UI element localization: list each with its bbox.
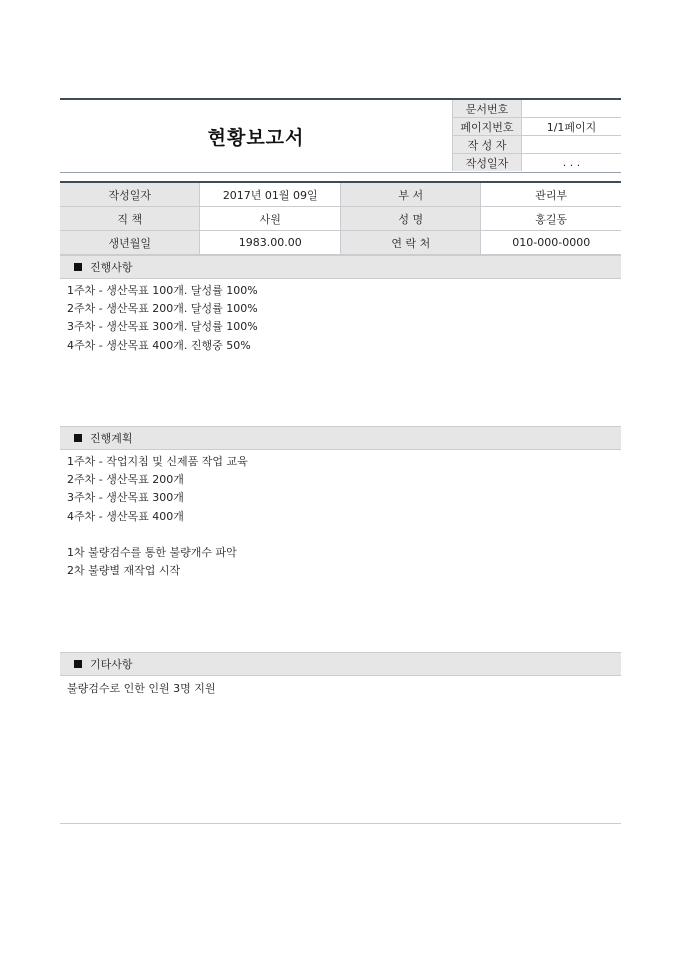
body-line — [67, 526, 248, 544]
body-line: 4주차 - 생산목표 400개. 진행중 50% — [67, 338, 251, 352]
meta-label: 작성일자 — [453, 154, 522, 172]
info-label: 작성일자 — [60, 182, 200, 207]
document-meta-table — [452, 100, 621, 171]
body-line: 1차 불량검수를 통한 불량개수 파악 — [67, 545, 237, 559]
info-label: 연 락 처 — [341, 231, 481, 255]
info-value: 1983.00.00 — [200, 231, 341, 255]
body-line: 2차 불량별 재작업 시작 — [67, 564, 181, 578]
body-line: 1주차 - 생산목표 100개. 달성률 100% — [67, 284, 258, 297]
section-body-misc — [67, 680, 216, 698]
meta-label: 페이지번호 — [453, 118, 522, 136]
info-label: 생년월일 — [60, 231, 200, 255]
section-title: 진행사항 — [90, 261, 133, 274]
section-header-misc — [60, 652, 621, 676]
section-title: 진행계획 — [90, 432, 133, 445]
info-table — [60, 181, 621, 255]
meta-row-page-number — [453, 118, 622, 136]
square-bullet-icon — [74, 263, 82, 271]
square-bullet-icon — [74, 660, 82, 668]
meta-row-date — [453, 154, 622, 172]
info-row — [60, 207, 621, 231]
body-line: 3주차 - 생산목표 300개 — [67, 491, 184, 505]
bottom-divider — [60, 823, 621, 824]
info-value: 2017년 01월 09일 — [200, 182, 341, 207]
meta-label: 문서번호 — [453, 100, 522, 118]
section-body-progress — [67, 282, 258, 355]
info-row — [60, 182, 621, 207]
info-label: 성 명 — [341, 207, 481, 231]
square-bullet-icon — [74, 434, 82, 442]
info-value: 사원 — [200, 207, 341, 231]
meta-label: 작 성 자 — [453, 136, 522, 154]
meta-row-author — [453, 136, 622, 154]
info-row — [60, 231, 621, 255]
meta-value: . . . — [522, 154, 622, 172]
info-label: 직 책 — [60, 207, 200, 231]
section-header-plan — [60, 426, 621, 450]
body-line: 2주차 - 생산목표 200개. 달성률 100% — [67, 302, 258, 316]
info-value: 관리부 — [481, 182, 621, 207]
info-value: 홍길동 — [481, 207, 621, 231]
section-header-progress — [60, 255, 621, 279]
body-line: 1주차 - 작업지침 및 신제품 작업 교육 — [67, 455, 248, 468]
meta-value: 1/1페이지 — [522, 118, 622, 136]
info-value: 010-000-0000 — [481, 231, 621, 255]
body-line: 2주차 - 생산목표 200개 — [67, 473, 184, 487]
section-title: 기타사항 — [90, 658, 133, 671]
document-title: 현황보고서 — [207, 126, 305, 149]
document-header — [60, 98, 621, 173]
section-body-plan — [67, 453, 248, 580]
body-line: 불량검수로 인한 인원 3명 지원 — [67, 682, 216, 695]
meta-value — [522, 136, 622, 154]
body-line: 4주차 - 생산목표 400개 — [67, 509, 184, 523]
body-line: 3주차 - 생산목표 300개. 달성률 100% — [67, 320, 258, 334]
info-label: 부 서 — [341, 182, 481, 207]
meta-value — [522, 100, 622, 118]
meta-row-doc-number — [453, 100, 622, 118]
